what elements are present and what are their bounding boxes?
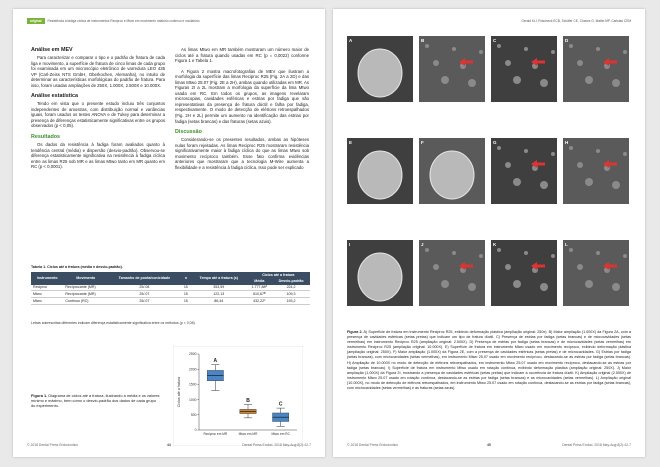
sem-image-k — [491, 240, 557, 306]
panel-label: B — [421, 38, 425, 43]
figure1-caption — [31, 393, 161, 408]
sem-micrograph — [347, 138, 413, 204]
col-header: Instrumento — [31, 272, 63, 285]
surface-texture — [524, 251, 528, 255]
table-cell: Contínuo (RC) — [63, 298, 108, 305]
col-header: n — [181, 272, 191, 285]
panel-label: A — [349, 38, 353, 43]
sem-micrograph — [563, 240, 629, 306]
sem-micrograph — [491, 36, 557, 102]
table-cell: 15 — [181, 291, 191, 298]
footer-copyright: © 2018 Dental Press Endodontics — [347, 443, 398, 447]
table-cell: 15 — [181, 298, 191, 305]
sem-image-l — [563, 240, 629, 306]
surface-texture — [585, 76, 593, 84]
table-cell: 193,2 — [272, 298, 310, 305]
sem-micrograph — [419, 138, 485, 204]
surface-texture — [513, 178, 521, 186]
paragraph-results-3: A Figura 2 mostra macrofotografias de MEV que ilustram a morfologia da superfície das limas Reciproc R25 (Fig. 2A a 2D) e das limas Mtwo 25.07 (Fig. 2E a 2H), ambas quando utilizadas em MR. As Figuras 2I a 2L mostram a morfologia da superfície da lima Mtwo usada em RC. Em todos os grupos, as imagens revelaram microscopias, cavidades esféricas e estrias por fadiga que são representativas da presença de fratura dúctil e falha por fadiga, respectivamente. O modo de detecção de elétrons retroespalhados (Fig. 2H e 2L) permite um aumento na identificação das estrias por fadiga (setas brancas) e das fraturas (setas azuis). — [175, 68, 309, 124]
surface-texture — [569, 248, 573, 252]
sem-micrograph — [419, 36, 485, 102]
surface-texture — [540, 181, 548, 189]
y-tick-label: 1500 — [188, 382, 197, 387]
fracture-surface — [358, 151, 402, 199]
surface-texture — [623, 152, 627, 156]
surface-texture — [577, 60, 583, 66]
col-header: Tempo até a fratura (s) — [191, 272, 246, 285]
table-cell: 224,2 — [272, 285, 310, 291]
surface-texture — [497, 44, 501, 48]
surface-texture — [612, 79, 620, 87]
paragraph-results: Os dados da resistência à fadiga foram avaliados quanto à tendência central (média) e dispersão (desvio-padrão). Observou-se diferença estatisticamente significativa na resistência à fadiga cíclica entre as limas R25 sob MR e as limas Mtwo tanto em MR quanto em RC (p < 0,0001). — [31, 142, 165, 170]
panel-label: F — [421, 140, 424, 145]
section-heading-stat: Análise estatística — [31, 93, 79, 100]
results-table — [31, 272, 310, 305]
y-tick-label: 2000 — [188, 367, 197, 372]
running-title: Resistência à fadiga cíclica de instrumentos Reciproc e Mtwo em movimento rotatório contínuo e oscilatório — [47, 19, 200, 23]
surface-texture — [623, 50, 627, 54]
significance-letter: A — [213, 358, 218, 365]
surface-texture — [513, 76, 521, 84]
surface-texture — [433, 60, 439, 66]
surface-texture — [551, 152, 555, 156]
surface-texture — [569, 44, 573, 48]
surface-texture — [497, 248, 501, 252]
right-column — [175, 47, 309, 175]
figure2-caption — [347, 330, 631, 391]
panel-label: D — [565, 38, 569, 43]
sem-image-g — [491, 138, 557, 204]
y-tick-label: 2500 — [188, 352, 197, 357]
surface-texture — [551, 50, 555, 54]
figure2-caption-text: A) Superfície de fratura em instrumento Reciproc R25, exibindo deformação plástica (ampliação original: 250x). B) Maior ampliação (1.000X) da Figura 2A, com a presença de cavidades esféricas (setas pretas) que indicam um tipo de fratura dúctil. C) Presença de estrias por fadiga (setas brancas) e de microcavidades (setas vermelhas) em instrumento Reciproc R25 (ampliação original: 2.500X). D) Presença de estrias por fadiga (setas brancas) e de microcavidades (setas vermelhas) em instrumento Reciproc R25 (ampliação original: 10.000X). E) Superfície de fratura em instrumento Mtwo usado em movimento recíproco, exibindo deformação plástica (ampliação original: 250X). F) Maior ampliação (1.000X) da Figura 2E, com a presença de cavidades esféricas (setas pretas) e de microcavidades. G) Estrias por fadiga (setas brancas), com microcavidades (setas vermelhas), em instrumento Mtwo 25.07 usado em movimento recíproco, destacando-se as estrias por fadiga (setas brancas). H) Ampliação de 10.000X no modo de detecção de elétrons retroespalhados, em instrumento Mtwo 25.07 usado em movimento recíproco, destacando-se as estrias por fadiga (setas brancas). I) Superfície de fratura em instrumento Mtwo usado em rotação contínua, exibindo deformação plástica (ampliação original: 250X). J) Maior ampliação (1.000X) da Figura 2I, mostrando a presença de cavidades esféricas (setas pretas) que indicam a ocorrência de fratura dúctil. K) Ampliação original (2.500X) de instrumento Mtwo 25.07 usado em rotação contínua, destacando-se as estrias por fadiga (setas brancas) e as microcavidades (setas vermelhas). L) Ampliação original (10.000X), no modo de detecção de elétrons retroespalhados, em instrumento Mtwo 25.07 usado em rotação contínua, destacando-se as estrias por fadiga (setas brancas), com microcavidades (setas vermelhas) e as fraturas (setas azuis). — [347, 330, 632, 391]
fracture-surface — [358, 253, 402, 301]
significance-letter: C — [278, 401, 283, 408]
running-authors: Gerald KLI, Roscheck ECB, Schäfer CE, Chaves G, Mattei MP, Caristas CEM — [521, 19, 631, 23]
sem-micrograph — [563, 36, 629, 102]
table-row — [31, 291, 310, 298]
sem-micrograph — [347, 36, 413, 102]
surface-texture — [551, 254, 555, 258]
surface-texture — [505, 162, 511, 168]
table-cell: 432,22ᶜ — [247, 298, 273, 305]
surface-texture — [569, 146, 573, 150]
surface-texture — [468, 283, 476, 291]
section-heading-mev: Análise em MEV — [31, 47, 73, 53]
sem-micrograph — [347, 240, 413, 306]
figure1-caption-label: Figura 1. — [31, 393, 48, 398]
surface-texture — [596, 149, 600, 153]
table-row — [31, 298, 310, 305]
surface-texture — [577, 162, 583, 168]
surface-texture — [585, 178, 593, 186]
surface-texture — [577, 264, 583, 270]
right-page — [333, 9, 645, 457]
table-cell: Reciproc — [31, 285, 63, 291]
sem-image-a — [347, 36, 413, 102]
y-tick-label: 0 — [194, 428, 197, 433]
surface-texture — [425, 248, 429, 252]
surface-texture — [497, 146, 501, 150]
sem-micrograph — [491, 240, 557, 306]
surface-texture — [585, 280, 593, 288]
sem-image-h — [563, 138, 629, 204]
surface-texture — [441, 280, 449, 288]
figure1-boxplot — [173, 346, 303, 446]
right-footer — [347, 443, 631, 449]
left-column — [31, 47, 165, 175]
col-header: Desvio-padrão — [272, 278, 310, 284]
table-cell: Mtwo — [31, 291, 63, 298]
table-cell: 1.777,88ᴬ — [247, 285, 273, 291]
table-cell: 353,59 — [191, 285, 246, 291]
paragraph-discussion: Considerando-se os presentes resultados, ambas as hipóteses nulas foram rejeitadas. As limas Reciproc R25 mostraram resistência significativamente maior à fadiga cíclica do que as limas Mtwo sob movimento recíproco também. Esse fato confirma evidências anteriores que mostraram que a tecnologia M-Wire aumenta a flexibilidade e a resistência à fadiga cíclica. Isso pode ser explicado — [175, 137, 309, 170]
page-number: 44 — [167, 443, 171, 447]
surface-texture — [479, 254, 483, 258]
surface-texture — [524, 149, 528, 153]
fracture-surface — [358, 49, 402, 97]
table-cell: 25/.08 — [108, 285, 180, 291]
surface-texture — [596, 47, 600, 51]
table-cell: 25/.07 — [108, 291, 180, 298]
surface-texture — [468, 79, 476, 87]
sem-image-j — [419, 240, 485, 306]
sem-image-c — [491, 36, 557, 102]
sem-image-f — [419, 138, 485, 204]
y-tick-label: 500 — [190, 413, 197, 417]
left-page — [13, 9, 325, 457]
page-number: 45 — [487, 443, 491, 447]
significance-letter: B — [246, 397, 250, 404]
right-running-header — [347, 18, 631, 24]
sem-image-i — [347, 240, 413, 306]
table-cell: 109,3 — [272, 291, 310, 298]
paragraph-stat: Tendo em vista que o presente estudo incluiu três conjuntos independentes de amostras, com distribuição normal e variâncias iguais, foram usados os testes ANOVA e de Tukey para determinar a presença de diferenças estatisticamente significativas entre os grupos observados (p < 0,05). — [31, 101, 165, 129]
fracture-surface — [430, 151, 474, 199]
col-group-header: Ciclos até a fratura — [247, 272, 311, 278]
sem-micrograph — [419, 240, 485, 306]
paragraph-results-2: As limas Mtwo em MR também mostraram um número maior de ciclos até a fratura quando usadas em RC (p = 0,0022) conforme Figura 1 e Tabela 1. — [175, 47, 309, 64]
table-cell: Recíprocante (MR) — [63, 291, 108, 298]
col-header: Movimento — [63, 272, 108, 285]
sem-micrograph — [563, 138, 629, 204]
paragraph-mev: Para caracterizar e comparar o tipo e o padrão de fratura de cada liga e movimento, a superfície de fratura de cinco limas de cada grupo foi examinada em um microscópio eletrônico de varredura LEO 435 VP (Carl-Zeiss NTS GmbH, Oberkochen, Alemanha), no intuito de determinar as características morfológicas do padrão de fratura. Para isso, foram usadas ampliações de 250X, 1.000X, 2.500X e 10.000X. — [31, 55, 165, 88]
figure2-caption-label: Figura 2. — [347, 330, 363, 334]
panel-label: L — [565, 242, 568, 247]
col-header: Média — [247, 278, 273, 284]
surface-texture — [612, 181, 620, 189]
table-cell: 25/.07 — [108, 298, 180, 305]
table-cell: 86,44 — [191, 298, 246, 305]
surface-texture — [540, 283, 548, 291]
surface-texture — [623, 254, 627, 258]
surface-texture — [540, 79, 548, 87]
y-axis-title: Ciclos até a fratura — [177, 376, 181, 408]
left-running-header — [27, 18, 311, 24]
sem-image-b — [419, 36, 485, 102]
x-category-label: Mtwo em RC — [271, 432, 290, 436]
surface-texture — [524, 47, 528, 51]
surface-texture — [505, 60, 511, 66]
col-header: Tamanho de ponta/conicidade — [108, 272, 180, 285]
panel-label: J — [421, 242, 424, 247]
panel-label: G — [493, 140, 497, 145]
surface-texture — [612, 283, 620, 291]
table-note: Letras sobrescritas diferentes indicam diferença estatisticamente significativa entre os métodos (p < 0,05). — [31, 321, 196, 325]
surface-texture — [433, 264, 439, 270]
surface-texture — [425, 44, 429, 48]
x-category-label: Mtwo em MR — [238, 432, 258, 436]
panel-label: H — [565, 140, 569, 145]
footer-citation: Dental Press Endod. 2018 May-Aug;8(2):42-7 — [562, 443, 631, 447]
panel-label: K — [493, 242, 497, 247]
surface-texture — [513, 280, 521, 288]
surface-texture — [505, 264, 511, 270]
footer-citation: Dental Press Endod. 2018 May-Aug;8(2):42-7 — [242, 443, 311, 447]
table-cell: 15 — [181, 285, 191, 291]
article-type-badge: original — [27, 18, 45, 24]
surface-texture — [452, 251, 456, 255]
sem-image-d — [563, 36, 629, 102]
section-heading-results: Resultados — [31, 134, 61, 141]
table-cell: Mtwo — [31, 298, 63, 305]
surface-texture — [479, 50, 483, 54]
panel-label: I — [349, 242, 351, 247]
left-footer — [27, 443, 311, 449]
sem-image-e — [347, 138, 413, 204]
surface-texture — [452, 47, 456, 51]
panel-label: E — [349, 140, 353, 145]
surface-texture — [441, 76, 449, 84]
table-cell: 122,13 — [191, 291, 246, 298]
x-category-label: Reciproc em MR — [203, 432, 228, 436]
sem-micrograph — [491, 138, 557, 204]
figure1-caption-text: Diagrama de ciclos até a fratura, ilustrando a média e os valores mínimo e máximo, bem como o desvio-padrão dos dados de cada grupo do experimento. — [31, 393, 160, 409]
y-tick-label: 1000 — [188, 397, 197, 402]
table-caption: Tabela 1. Ciclos até a fratura (média ± desvio-padrão). — [31, 265, 123, 269]
surface-texture — [596, 251, 600, 255]
panel-label: C — [493, 38, 497, 43]
section-heading-discussion: Discussão — [175, 129, 202, 136]
table-cell: 610,67ᴮ — [247, 291, 273, 298]
table-cell: Recíprocante (MR) — [63, 285, 108, 291]
footer-copyright: © 2018 Dental Press Endodontics — [27, 443, 78, 447]
